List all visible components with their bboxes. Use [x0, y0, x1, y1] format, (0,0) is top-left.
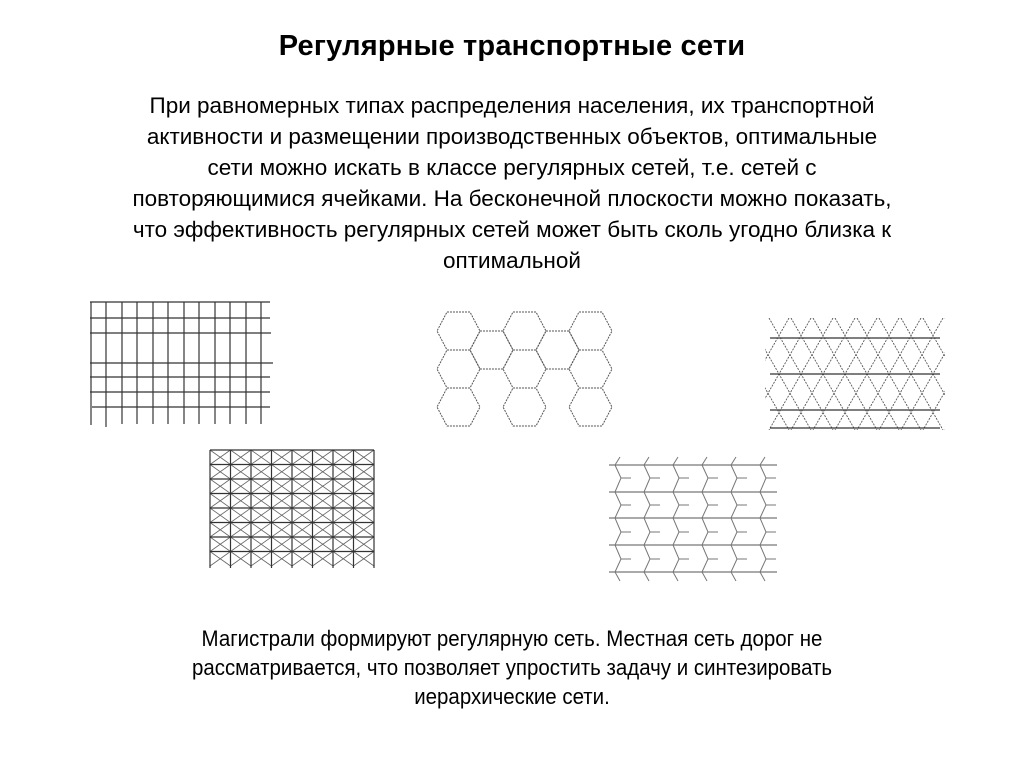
- footer-line: Магистрали формируют регулярную сеть. Местная сеть дорог не: [201, 626, 823, 651]
- intro-line: что эффективность регулярных сетей может быть сколь угодно близка к: [132, 217, 892, 242]
- rectangular-diagonal-grid-diagram: [208, 448, 376, 570]
- intro-line: повторяющимися ячейками. На бесконечной плоскости можно показать,: [132, 186, 892, 211]
- footer-line: иерархические сети.: [414, 684, 610, 709]
- intro-paragraph: [80, 90, 944, 276]
- triangular-grid-diagram: [765, 318, 945, 430]
- rectangular-grid-diagram: [88, 300, 278, 430]
- hexagonal-grid-diagram: [437, 310, 617, 430]
- intro-line: оптимальной: [443, 248, 581, 273]
- intro-line: сети можно искать в классе регулярных сетей, т.е. сетей с: [207, 155, 817, 180]
- footer-line: рассматривается, что позволяет упростить задачу и синтезировать: [191, 655, 833, 680]
- footer-paragraph: [100, 624, 924, 711]
- intro-line: При равномерных типах распределения населения, их транспортной: [149, 93, 875, 118]
- chevron-grid-diagram: [605, 455, 780, 583]
- slide-title: Регулярные транспортные сети: [278, 30, 746, 62]
- intro-line: активности и размещении производственных объектов, оптимальные: [146, 124, 878, 149]
